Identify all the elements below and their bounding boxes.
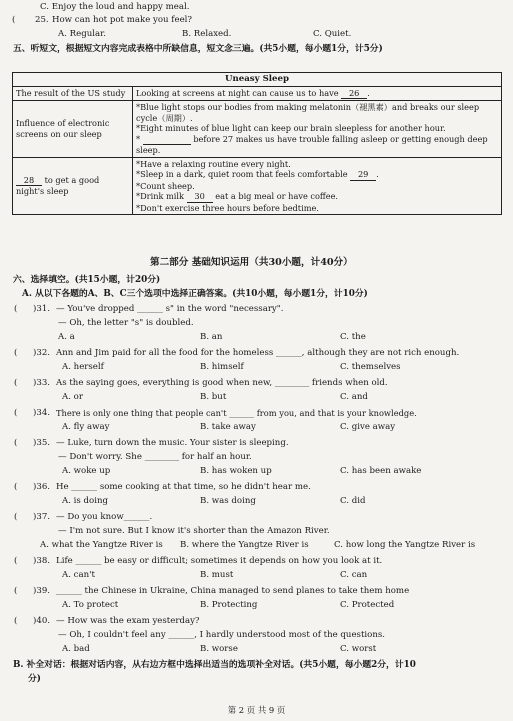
q33-stem: As the saying goes, everything is good when new, ________ friends when old. (56, 378, 388, 388)
q37-stem-2: — I'm not sure. But I know it's shorter than the Amazon River. (58, 526, 330, 536)
answer-paren: ( (14, 586, 18, 596)
q38-number: )38. (33, 556, 51, 566)
answer-paren: ( (14, 348, 18, 358)
row3-content (133, 157, 502, 215)
row2-bullet-1: *Blue light stops our bodies from making melatonin（褪黑素）and breaks our sleep cycle（周期）. (136, 102, 480, 123)
q40-option-c: C. worst (340, 644, 377, 654)
q31-option-a: A. a (58, 332, 75, 342)
row2-bullet-2: *Eight minutes of blue light can keep our brain sleepless for another hour. (136, 123, 446, 133)
q32-number: )32. (33, 348, 51, 358)
row3-label (13, 157, 133, 215)
row3-bullet-4 (136, 191, 498, 203)
q40-number: )40. (33, 616, 51, 626)
q35-option-c: C. has been awake (340, 466, 422, 476)
q24-option-c: C. Enjoy the loud and happy meal. (40, 2, 190, 12)
q34-option-a: A. fly away (62, 422, 110, 432)
answer-paren: ( (14, 304, 18, 314)
q40-stem-2: — Oh, I couldn't feel any ______, I hardly understood most of the questions. (58, 630, 386, 640)
q32-option-a: A. herself (62, 362, 104, 372)
q39-option-b: B. Protecting (200, 600, 258, 610)
q37-stem: — Do you know______. (56, 512, 153, 522)
q34-option-b: B. take away (200, 422, 256, 432)
q40-stem: — How was the exam yesterday? (56, 616, 200, 626)
section-b-title: B. 补全对话：根据对话内容，从右边方框中选择出适当的选项补全对话。(共5小题，每小题2分，计10 (13, 660, 416, 670)
q38-option-a: A. can't (62, 570, 95, 580)
q40-option-b: B. worse (200, 644, 238, 654)
answer-paren: ( (14, 378, 18, 388)
q37-option-c: C. how long the Yangtze River is (334, 540, 476, 550)
q35-number: )35. (33, 438, 51, 448)
q34-number: )34. (33, 408, 51, 418)
q25-option-a: A. Regular. (58, 29, 107, 39)
q39-option-a: A. To protect (62, 600, 119, 610)
q35-option-a: A. woke up (62, 466, 111, 476)
section-a-title: A. 从以下各题的A、B、C三个选项中选择正确答案。(共10小题，每小题1分，计10分) (22, 289, 368, 299)
q35-option-b: B. has woken up (200, 466, 272, 476)
answer-paren: ( (14, 482, 18, 492)
row1-text: Looking at screens at night can cause us to have (136, 87, 339, 98)
q37-option-a: A. what the Yangtze River is (40, 540, 163, 550)
q36-option-c: C. did (340, 496, 366, 506)
q36-option-a: A. is doing (62, 496, 109, 506)
q38-stem: Life ______ be easy or difficult; sometimes it depends on how you look at it. (56, 556, 383, 566)
q25-number: 25. (35, 15, 49, 25)
q31-number: )31. (33, 304, 51, 314)
q31-option-c: C. the (340, 332, 366, 342)
q38-option-c: C. can (340, 570, 368, 580)
row3-bullet-2-text: *Sleep in a dark, quiet room that feels comfortable (136, 169, 348, 179)
q37-number: )37. (33, 512, 51, 522)
q35-stem-2: — Don't worry. She ________ for half an hour. (58, 452, 252, 462)
answer-paren: ( (14, 438, 18, 448)
q35-stem: — Luke, turn down the music. Your sister is sleeping. (56, 438, 289, 448)
row1-content: Looking at screens at night can cause us to have 26 . (133, 86, 502, 101)
q34-option-c: C. give away (340, 422, 396, 432)
section-6-title: 六、选择填空。(共15小题，计20分) (13, 275, 161, 285)
row3-bullet-5: *Don't exercise three hours before bedtime. (136, 202, 319, 213)
row3-label-text: to get a good night's sleep (16, 174, 100, 197)
q32-stem: Ann and Jim paid for all the food for the homeless ______, although they are not rich enough. (56, 348, 460, 358)
q36-number: )36. (33, 482, 51, 492)
q31-option-b: B. an (200, 332, 223, 342)
section-b-title-cont: 分) (28, 674, 41, 684)
blank-29: 29 (350, 169, 376, 181)
uneasy-sleep-table (12, 72, 502, 215)
q37-option-b: B. where the Yangtze River is (180, 540, 309, 550)
section-5-title: 五、听短文，根据短文内容完成表格中所缺信息，短文念三遍。(共5小题，每小题1分，计5分) (13, 44, 383, 54)
blank-30: 30 (187, 191, 213, 203)
q31-stem: — You've dropped ______ s" in the word "necessary". (56, 304, 284, 314)
q33-option-b: B. but (200, 392, 227, 402)
answer-paren: ( (14, 408, 18, 418)
q25-option-c: C. Quiet. (313, 29, 352, 39)
answer-paren: ( (14, 512, 18, 522)
q38-option-b: B. must (200, 570, 234, 580)
part-2-title: 第二部分 基础知识运用（共30小题，计40分） (150, 257, 353, 268)
q25-stem: How can hot pot make you feel? (52, 15, 193, 25)
row3-bullet-3: *Count sheep. (136, 180, 195, 191)
row3-bullet-2: *Sleep in a dark, quiet room that feels comfortable 29 . (136, 169, 379, 179)
q32-option-b: B. himself (200, 362, 244, 372)
blank-26: 26 (341, 88, 367, 100)
q33-number: )33. (33, 378, 51, 388)
bullet-mark: * (136, 133, 141, 144)
blank-28: 28 (16, 175, 42, 187)
answer-paren: ( (14, 616, 18, 626)
q33-option-c: C. and (340, 392, 368, 402)
q39-number: )39. (33, 586, 51, 596)
answer-paren: ( (14, 556, 18, 566)
q39-stem: ______ the Chinese in Ukraine, China managed to send planes to take them home (56, 586, 410, 596)
q33-option-a: A. or (62, 392, 83, 402)
q32-option-c: C. themselves (340, 362, 401, 372)
q36-option-b: B. was doing (200, 496, 256, 506)
q34-stem: There is only one thing that people can't ______ from you, and that is your knowledge. (56, 408, 417, 418)
row2-content (133, 101, 502, 158)
row1-label: The result of the US study (13, 86, 133, 101)
blank-27 (143, 134, 191, 146)
answer-paren: ( (12, 15, 16, 25)
q25-option-b: B. Relaxed. (182, 29, 232, 39)
row3-bullet-4-text-b: eat a big meal or have coffee. (215, 191, 339, 201)
row3-bullet-4-text-a: *Drink milk (136, 191, 184, 201)
q31-stem-2: — Oh, the letter "s" is doubled. (58, 318, 194, 328)
table-title: Uneasy Sleep (13, 73, 502, 87)
row2-bullet-3 (136, 134, 498, 156)
row2-label: Influence of electronic screens on our sleep (13, 101, 133, 158)
q40-option-a: A. bad (62, 644, 90, 654)
page-footer: 第 2 页 共 9 页 (227, 705, 286, 715)
row3-bullet-1: *Have a relaxing routine every night. (136, 158, 291, 169)
q36-stem: He ______ some cooking at that time, so he didn't hear me. (56, 482, 311, 492)
row2-bullet-3-text: before 27 makes us have trouble falling asleep or getting enough deep sleep. (136, 133, 488, 155)
q39-option-c: C. Protected (340, 600, 395, 610)
